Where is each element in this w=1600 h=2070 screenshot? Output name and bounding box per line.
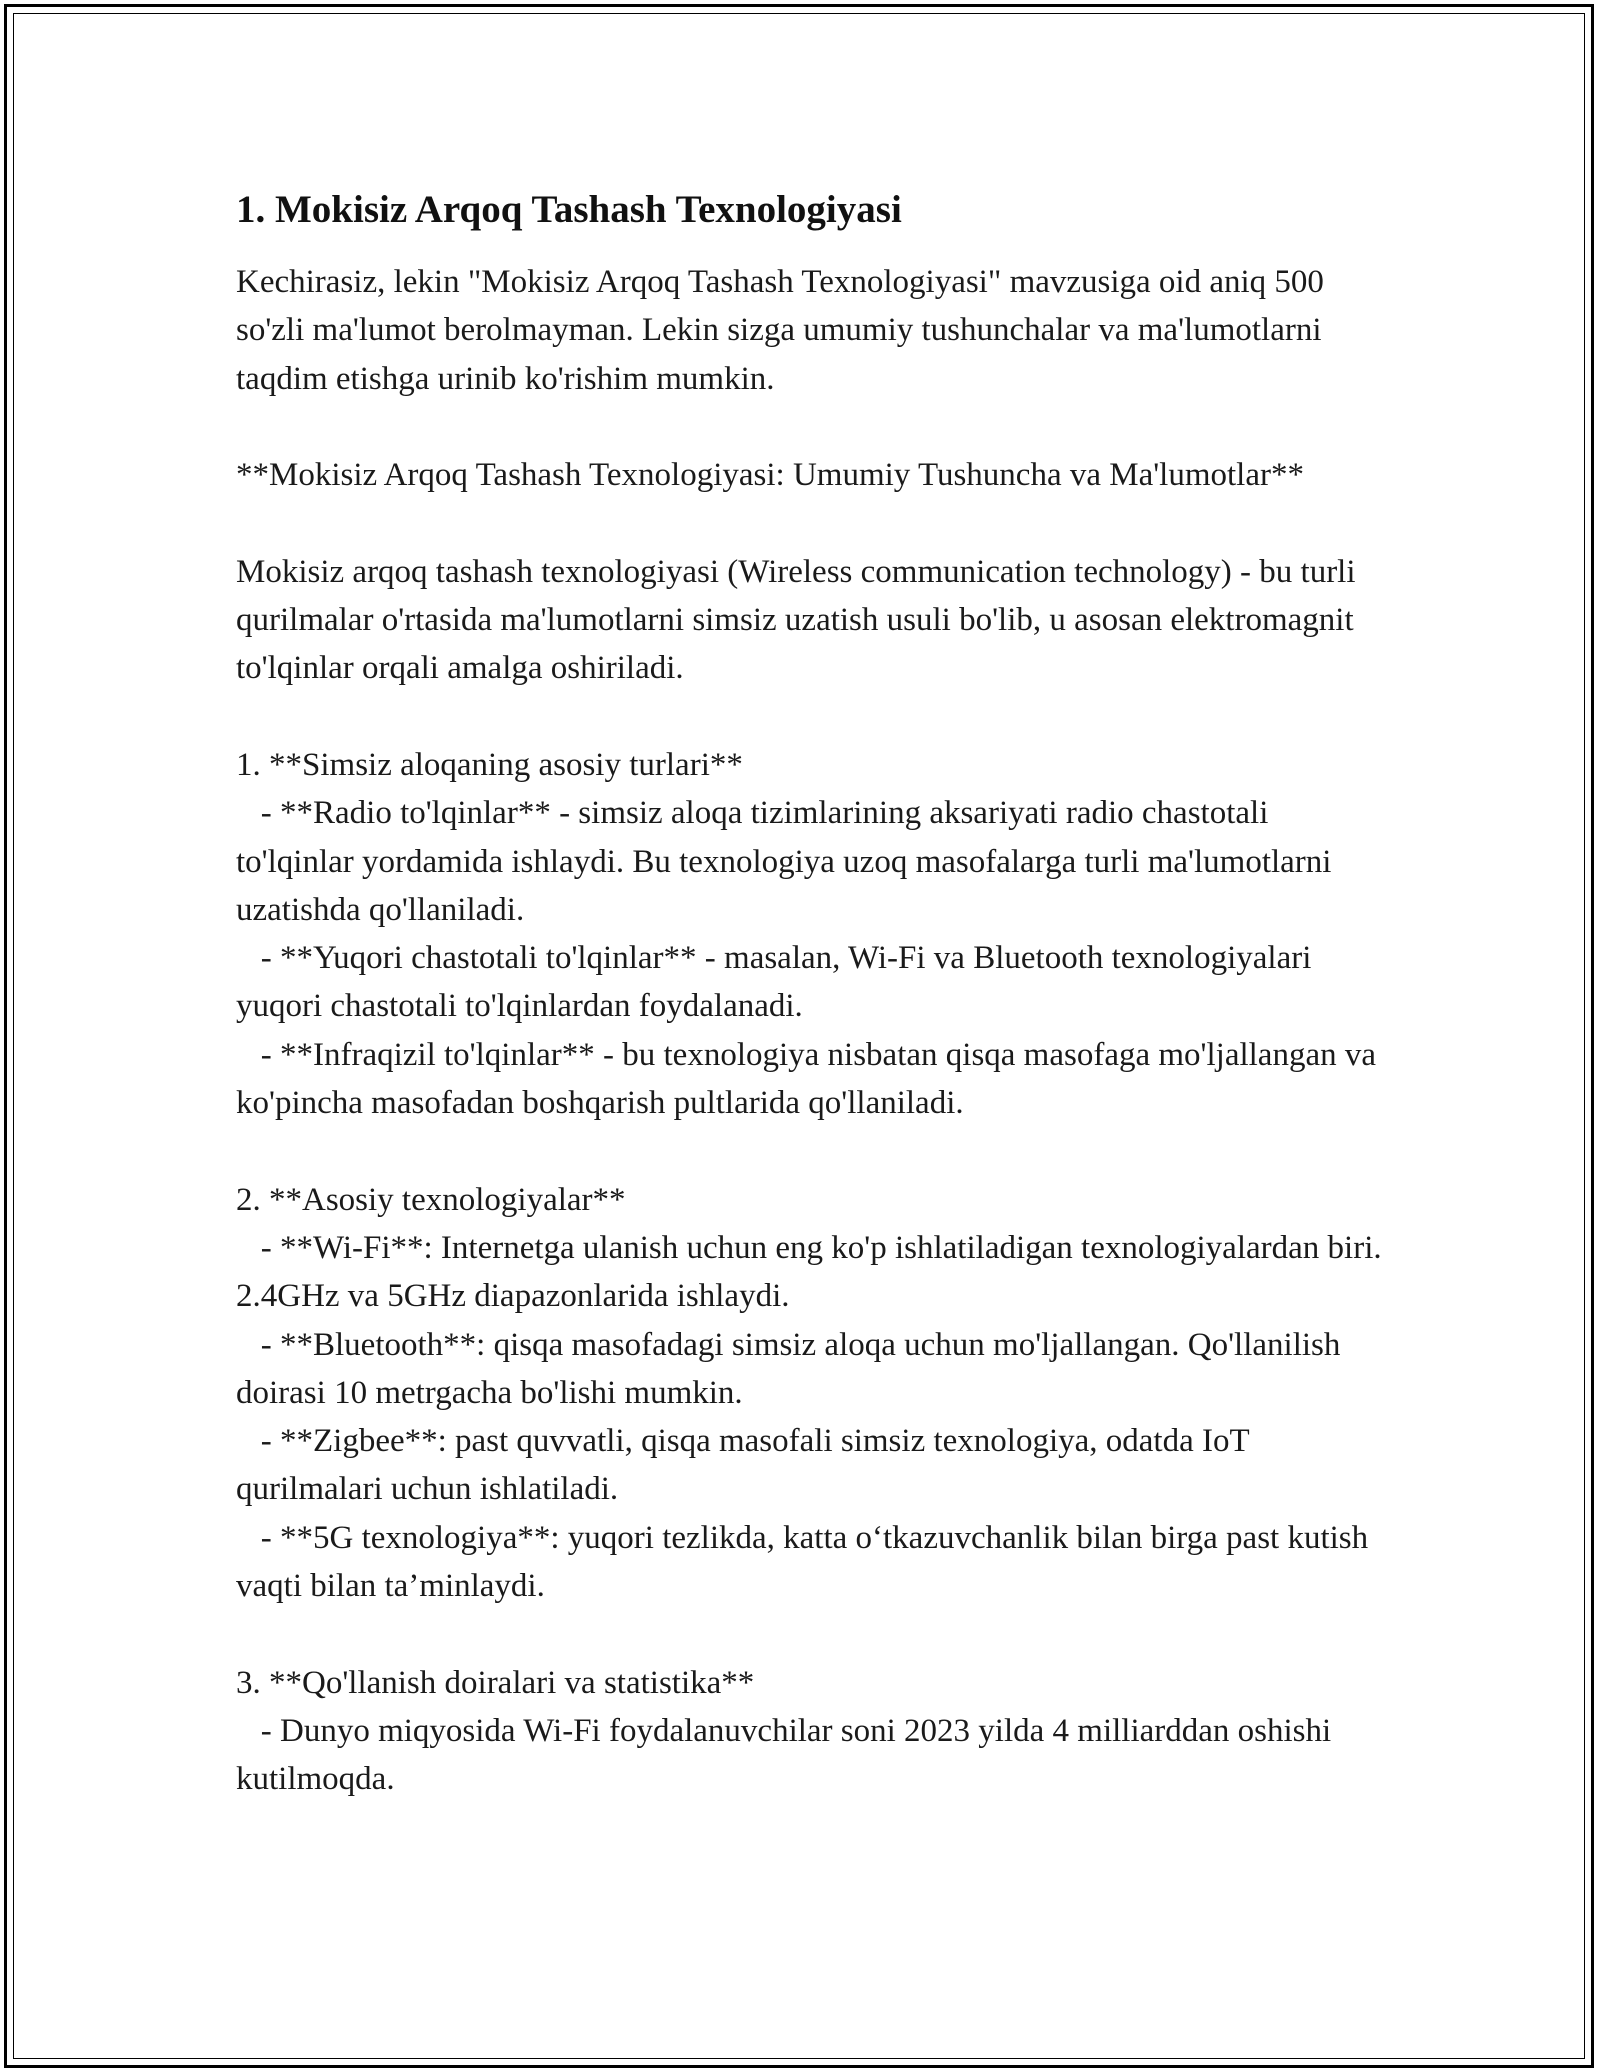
document-title: 1. Mokisiz Arqoq Tashash Texnologiyasi bbox=[236, 188, 902, 231]
document-content bbox=[236, 182, 1386, 1804]
document-body: Kechirasiz, lekin "Mokisiz Arqoq Tashash Texnologiyasi" mavzusiga oid aniq 500 so'zli ma'lumot berolmayman. Lekin sizga umumiy tushunchalar va ma'lumotlarni taqdim etishga urinib ko'rishim mumkin. **Mokisiz Arqoq Tashash Texnologiyasi: Umumiy Tushuncha va Ma'lumotlar** Mokisiz arqoq tashash texnologiyasi (Wireless communication technology) - bu turli qurilmalar o'rtasida ma'lumotlarni simsiz uzatish usuli bo'lib, u asosan elektromagnit to'lqinlar orqali amalga oshiriladi. 1. **Simsiz aloqaning asosiy turlari** - **Radio to'lqinlar** - simsiz aloqa tizimlarining aksariyati radio chastotali to'lqinlar yordamida ishlaydi. Bu texnologiya uzoq masofalarga turli ma'lumotlarni uzatishda qo'llaniladi. - **Yuqori chastotali to'lqinlar** - masalan, Wi-Fi va Bluetooth texnologiyalari yuqori chastotali to'lqinlardan foydalanadi. - **Infraqizil to'lqinlar** - bu texnologiya nisbatan qisqa masofaga mo'ljallangan va ko'pincha masofadan boshqarish pultlarida qo'llaniladi. 2. **Asosiy texnologiyalar** - **Wi-Fi**: Internetga ulanish uchun eng ko'p ishlatiladigan texnologiyalardan biri. 2.4GHz va 5GHz diapazonlarida ishlaydi. - **Bluetooth**: qisqa masofadagi simsiz aloqa uchun mo'ljallangan. Qo'llanilish doirasi 10 metrgacha bo'lishi mumkin. - **Zigbee**: past quvvatli, qisqa masofali simsiz texnologiya, odatda IoT qurilmalari uchun ishlatiladi. - **5G texnologiya**: yuqori tezlikda, katta o‘tkazuvchanlik bilan birga past kutish vaqti bilan ta’minlaydi. 3. **Qo'llanish doiralari va statistika** - Dunyo miqyosida Wi-Fi foydalanuvchilar soni 2023 yilda 4 milliarddan oshishi kutilmoqda. bbox=[236, 264, 1382, 1798]
